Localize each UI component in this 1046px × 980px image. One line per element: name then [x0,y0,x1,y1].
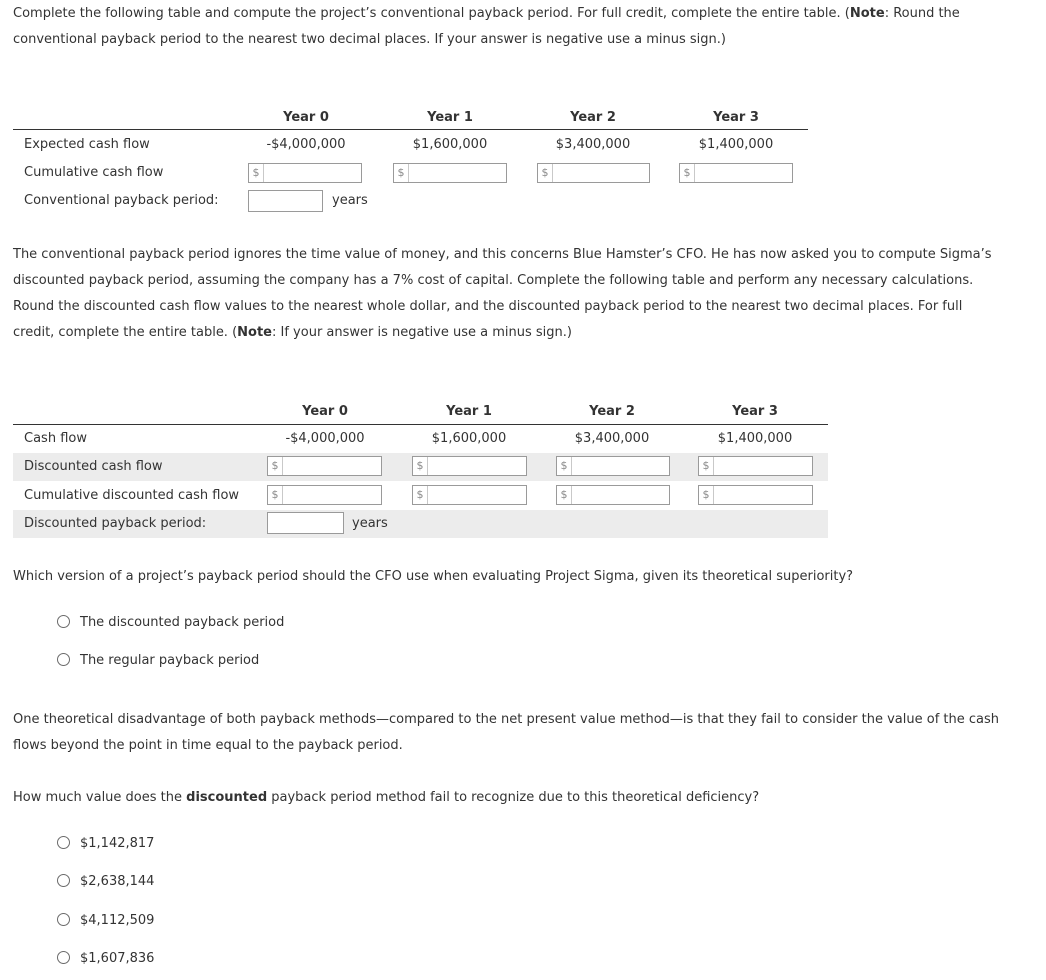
q2-option-3-label[interactable]: $4,112,509 [80,913,155,928]
q2-option-1-radio[interactable] [57,836,70,849]
t2-cumulative-year1-input[interactable] [412,485,527,505]
t1-cash-flow-year3: $1,400,000 [698,137,774,152]
q1-option-discounted-radio[interactable] [57,615,70,628]
intro-paragraph [13,1,960,53]
q2-option-2-label[interactable]: $2,638,144 [80,874,155,889]
t1-label-conventional-payback: Conventional payback period: [24,193,219,208]
t2-header-rule [13,424,828,425]
t1-header-year2: Year 2 [570,110,616,125]
para2-line-2: discounted payback period, assuming the company has a 7% cost of capital. Complete the following table and perform any necessary calculations. [13,273,974,288]
t1-cumulative-year2-input[interactable] [537,163,650,183]
t2-label-discounted-cash-flow: Discounted cash flow [24,459,163,474]
dollar-sign: $ [699,486,714,504]
t2-discounted-year3-input[interactable] [698,456,813,476]
t2-label-cumulative-discounted: Cumulative discounted cash flow [24,488,240,503]
para3-line-2: flows beyond the point in time equal to the payback period. [13,738,403,753]
question-2-text: How much value does the discounted payback period method fail to recognize due to this theoretical deficiency? [13,790,760,805]
t1-cash-flow-year0: -$4,000,000 [266,137,346,152]
t1-cash-flow-year1: $1,600,000 [412,137,488,152]
t2-discounted-year2-input[interactable] [556,456,670,476]
t1-label-cumulative-cash-flow: Cumulative cash flow [24,165,164,180]
para3-line-1: One theoretical disadvantage of both payback methods—compared to the net present value method—is that they fail to consider the value of the cash [13,712,1000,727]
t2-cumulative-year3-input[interactable] [698,485,813,505]
t2-cumulative-year2-input[interactable] [556,485,670,505]
q2-option-4-label[interactable]: $1,607,836 [80,951,155,966]
t1-cumulative-year0-input[interactable] [248,163,362,183]
t2-cash-flow-year3: $1,400,000 [717,431,793,446]
conventional-payback-input[interactable] [248,190,323,212]
para2-line-3: Round the discounted cash flow values to the nearest whole dollar, and the discounted payback period to the nearest two decimal places. For full [13,299,963,314]
dollar-sign: $ [699,457,714,475]
intro-line-1: Complete the following table and compute the project’s conventional payback period. For full credit, complete the entire table. (Note: Round the [13,6,960,21]
para2-line-1: The conventional payback period ignores the time value of money, and this concerns Blue Hamster’s CFO. He has now asked you to compute Sigma’s [13,247,992,262]
t2-header-year2: Year 2 [589,404,635,419]
t2-header-year3: Year 3 [732,404,778,419]
dollar-sign: $ [249,164,264,182]
t1-header-year3: Year 3 [713,110,759,125]
t1-header-year1: Year 1 [427,110,473,125]
t1-cash-flow-year2: $3,400,000 [555,137,631,152]
t1-years-unit: years [332,193,368,208]
intro-line-2: conventional payback period to the nearest two decimal places. If your answer is negative use a minus sign.) [13,32,726,47]
q2-option-1-label[interactable]: $1,142,817 [80,836,155,851]
dollar-sign: $ [394,164,409,182]
t1-cumulative-year1-input[interactable] [393,163,507,183]
dollar-sign: $ [413,486,428,504]
t2-label-cash-flow: Cash flow [24,431,87,446]
t2-cash-flow-year1: $1,600,000 [431,431,507,446]
q1-option-regular-radio[interactable] [57,653,70,666]
t2-label-discounted-payback: Discounted payback period: [24,516,207,531]
question-1-text: Which version of a project’s payback period should the CFO use when evaluating Project Sigma, given its theoretical superiority? [13,569,854,584]
t2-header-year1: Year 1 [446,404,492,419]
dollar-sign: $ [268,486,283,504]
t2-cumulative-year0-input[interactable] [267,485,382,505]
t2-discounted-year0-input[interactable] [267,456,382,476]
dollar-sign: $ [413,457,428,475]
t2-cash-flow-year2: $3,400,000 [574,431,650,446]
q2-option-4-radio[interactable] [57,951,70,964]
t2-years-unit: years [352,516,388,531]
dollar-sign: $ [680,164,695,182]
t2-header-year0: Year 0 [302,404,348,419]
q1-option-regular-label[interactable]: The regular payback period [80,653,260,668]
q1-option-discounted-label[interactable]: The discounted payback period [80,615,285,630]
t1-label-expected-cash-flow: Expected cash flow [24,137,150,152]
t1-cumulative-year3-input[interactable] [679,163,793,183]
t1-header-year0: Year 0 [283,110,329,125]
dollar-sign: $ [557,486,572,504]
t1-header-rule [13,129,808,130]
discounted-intro-paragraph [13,242,992,346]
disadvantage-paragraph [13,707,999,759]
t2-cash-flow-year0: -$4,000,000 [285,431,365,446]
para2-line-4: credit, complete the entire table. (Note: If your answer is negative use a minus sign.) [13,325,572,340]
dollar-sign: $ [538,164,553,182]
t2-discounted-year1-input[interactable] [412,456,527,476]
dollar-sign: $ [557,457,572,475]
dollar-sign: $ [268,457,283,475]
discounted-payback-input[interactable] [267,512,344,534]
q2-option-2-radio[interactable] [57,874,70,887]
q2-option-3-radio[interactable] [57,913,70,926]
